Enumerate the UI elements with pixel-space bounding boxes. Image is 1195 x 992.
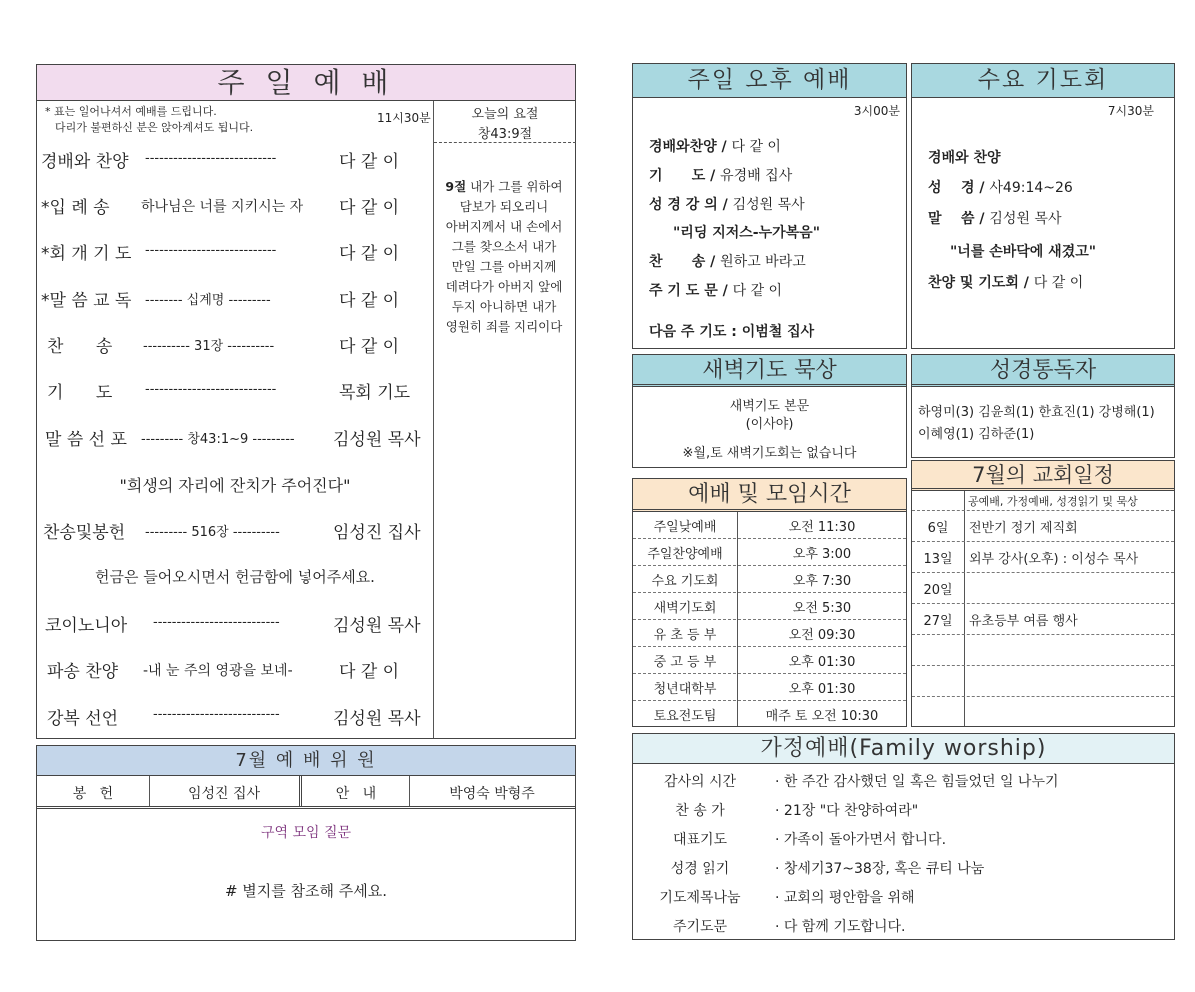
readers-header: 성경통독자	[912, 355, 1174, 387]
schedule-time: 오후 7:30	[792, 574, 852, 589]
row-divider	[633, 565, 906, 566]
order-item-leader: 김성원 목사	[333, 709, 421, 729]
dawn-text: 새벽기도 본문	[729, 399, 810, 414]
line-label: 성 경 강 의 /	[649, 197, 733, 213]
order-item-leader: 다 같 이	[339, 662, 400, 682]
row-divider	[912, 696, 1174, 697]
order-item-leader: 김성원 목사	[333, 616, 421, 636]
verse-line: 영원히 죄를 지리이다	[445, 319, 563, 334]
verse-line: 아버지께서 내 손에서	[445, 219, 563, 234]
verse-line: 그를 찾으소서 내가	[451, 239, 557, 254]
afternoon-service-panel	[632, 63, 907, 349]
dawn-book: (이사야)	[745, 417, 794, 432]
schedule-time: 오후 01:30	[788, 682, 856, 697]
calendar-date: 13일	[923, 552, 953, 567]
wednesday-line	[928, 272, 1083, 292]
calendar-date: 20일	[923, 583, 953, 598]
calendar-header: 7월의 교회일정	[912, 461, 1174, 491]
line-label: 경배와찬양 /	[649, 139, 732, 155]
line-value: 원하고 바라고	[720, 254, 806, 270]
schedule-name: 유 초 등 부	[653, 628, 717, 643]
schedule-time: 오후 01:30	[788, 655, 856, 670]
family-item-label: 기도제목나눔	[659, 890, 741, 906]
order-item-detail: ---------------------------	[153, 707, 280, 722]
today-verse-heading: 오늘의 요절	[471, 107, 539, 122]
value-text: 21장 "다 찬양하여라"	[783, 803, 919, 819]
order-item-label: 파송 찬양	[47, 662, 119, 682]
readers-list: 이혜영(1) 김하준(1)	[918, 427, 1035, 442]
service-times-header: 예배 및 모임시간	[633, 479, 906, 512]
next-prayer: 다음 주 기도 : 이범철 집사	[649, 324, 815, 340]
order-item-detail: ----------------------------	[145, 382, 277, 397]
schedule-time: 매주 토 오전 10:30	[765, 709, 879, 724]
standing-notice: * 표는 일어나셔서 예배를 드립니다.	[45, 105, 217, 118]
verse-line: 내가 그를 위하여	[466, 179, 563, 194]
group-question-title: 구역 모임 질문	[260, 825, 352, 841]
today-verse-text	[437, 177, 571, 337]
row-divider	[633, 700, 906, 701]
wednesday-line	[928, 177, 1073, 197]
verse-line: 만일 그를 아버지께	[451, 259, 557, 274]
order-item-detail: ----------------------------	[145, 243, 277, 258]
order-item-leader: 다 같 이	[339, 337, 400, 357]
order-item-label: 찬송및봉헌	[43, 523, 126, 543]
worship-committee-panel	[36, 745, 576, 941]
church-calendar-panel	[911, 460, 1175, 727]
family-item-value: · 창세기37~38장, 혹은 큐티 나눔	[775, 861, 985, 877]
family-item-label: 찬 송 가	[675, 803, 725, 819]
seated-notice: 다리가 불편하신 분은 앉아계셔도 됩니다.	[55, 121, 254, 134]
order-item-leader: 다 같 이	[339, 244, 400, 264]
row-divider	[633, 538, 906, 539]
order-item-detail: ----------------------------	[145, 151, 277, 166]
line-value: 김성원 목사	[732, 197, 805, 213]
afternoon-line	[649, 165, 792, 185]
schedule-name: 중 고 등 부	[653, 655, 717, 670]
line-value: 유경배 집사	[720, 168, 793, 184]
schedule-time: 오전 09:30	[788, 628, 856, 643]
afternoon-line	[649, 251, 806, 271]
sermon-title: "희생의 자리에 잔치가 주어진다"	[119, 476, 351, 495]
row-divider	[633, 646, 906, 647]
family-item-value: · 다 함께 기도합니다.	[775, 919, 906, 935]
offering-note: 헌금은 들어오시면서 헌금함에 넣어주세요.	[95, 568, 375, 586]
order-item-label: *회 개 기 도	[41, 244, 132, 264]
family-item-label: 감사의 시간	[663, 774, 737, 790]
line-label: 찬양 및 기도회 /	[928, 275, 1034, 291]
family-item-value: · 한 주간 감사했던 일 혹은 힘들었던 일 나누기	[775, 774, 1059, 790]
line-value: 사49:14~26	[989, 180, 1073, 196]
schedule-name: 주일찬양예배	[647, 547, 723, 562]
committee-header: 7월 예 배 위 원	[37, 746, 575, 776]
family-worship-header: 가정예배(Family worship)	[633, 734, 1174, 764]
line-value: 다 같 이	[732, 283, 783, 299]
today-verse-reference: 창43:9절	[477, 127, 533, 142]
order-item-detail: -------- 십계명 ---------	[145, 293, 271, 308]
line-value: "너를 손바닥에 새겼고"	[950, 244, 1097, 260]
row-divider	[912, 572, 1174, 573]
verse-divider	[434, 142, 576, 143]
order-item-label: 경배와 찬양	[41, 152, 129, 172]
family-item-value: · 가족이 돌아가면서 합니다.	[775, 832, 947, 848]
schedule-time: 오전 11:30	[788, 520, 856, 535]
family-item-value: · 교회의 평안함을 위해	[775, 890, 915, 906]
row-divider	[633, 592, 906, 593]
calendar-date: 27일	[923, 614, 953, 629]
schedule-name: 토요전도팀	[653, 709, 717, 724]
order-item-leader: 다 같 이	[339, 152, 400, 172]
verse-number: 9절	[445, 179, 467, 194]
committee-cell: 임성진 집사	[187, 786, 261, 802]
wednesday-line	[950, 241, 1096, 261]
wednesday-time: 7시30분	[1107, 104, 1154, 118]
calendar-subheader: 공예배, 가정예배, 성경읽기 및 묵상	[968, 495, 1138, 508]
afternoon-line	[649, 194, 805, 214]
line-value: 다 같 이	[1033, 275, 1084, 291]
order-item-label: *말 씀 교 독	[41, 291, 132, 311]
sunday-service-panel	[36, 64, 576, 739]
value-text: 다 함께 기도합니다.	[783, 919, 906, 935]
calendar-event: 유초등부 여름 행사	[969, 614, 1078, 629]
schedule-name: 주일낮예배	[653, 520, 717, 535]
order-item-detail: 하나님은 너를 지키시는 자	[141, 199, 304, 215]
family-item-value: · 21장 "다 찬양하여라"	[775, 803, 919, 819]
order-item-label: 찬 송	[47, 337, 113, 357]
committee-cell: 박영숙 박형주	[449, 786, 535, 802]
row-divider	[912, 510, 1174, 511]
line-label: 찬 송 /	[649, 254, 721, 270]
readers-list: 하영미(3) 김윤희(1) 한효진(1) 강병해(1)	[918, 405, 1155, 420]
family-item-label: 성경 읽기	[670, 861, 730, 877]
order-item-leader: 다 같 이	[339, 291, 400, 311]
value-text: 창세기37~38장, 혹은 큐티 나눔	[783, 861, 985, 877]
column-divider	[964, 491, 965, 726]
family-item-label: 대표기도	[672, 832, 728, 848]
dawn-note: ※월,토 새벽기도회는 없습니다	[682, 446, 857, 461]
afternoon-line	[673, 222, 820, 242]
order-item-label: 코이노니아	[45, 616, 128, 636]
afternoon-header: 주일 오후 예배	[633, 64, 906, 98]
value-text: 한 주간 감사했던 일 혹은 힘들었던 일 나누기	[783, 774, 1059, 790]
order-item-label: 말 씀 선 포	[45, 430, 127, 450]
service-times-panel	[632, 478, 907, 727]
line-value: "리딩 지저스-누가복음"	[673, 225, 820, 241]
line-value: 다 같 이	[731, 139, 781, 155]
row-divider	[912, 603, 1174, 604]
verse-line: 담보가 되오리니	[459, 199, 549, 214]
wednesday-line: 경배와 찬양	[928, 150, 1001, 166]
dawn-meditation-panel	[632, 354, 907, 468]
value-text: 가족이 돌아가면서 합니다.	[783, 832, 947, 848]
committee-cell: 봉 헌	[72, 786, 114, 802]
schedule-time: 오전 5:30	[792, 601, 852, 616]
wednesday-prayer-panel	[911, 63, 1175, 349]
order-item-detail: --------- 창43:1~9 ---------	[141, 432, 295, 447]
schedule-name: 새벽기도회	[653, 601, 717, 616]
family-item-label: 주기도문	[672, 919, 728, 935]
wednesday-line	[928, 208, 1061, 228]
calendar-date: 6일	[927, 521, 949, 536]
line-label: 말 씀 /	[928, 211, 990, 227]
bible-readers-panel	[911, 354, 1175, 458]
sunday-service-header: 주 일 예 배	[37, 65, 575, 101]
service-time: 11시30분	[377, 111, 431, 125]
line-label: 성 경 /	[928, 180, 990, 196]
committee-row	[37, 776, 575, 809]
order-item-label: 기 도	[47, 383, 113, 403]
family-worship-panel	[632, 733, 1175, 940]
line-label: 주 기 도 문 /	[649, 283, 733, 299]
committee-cell: 안 내	[335, 786, 377, 802]
calendar-event: 외부 강사(오후) : 이성수 목사	[969, 552, 1139, 567]
order-item-leader: 다 같 이	[339, 198, 400, 218]
order-item-detail: --------- 516장 ----------	[145, 525, 280, 540]
column-divider	[433, 101, 434, 738]
schedule-name: 청년대학부	[653, 682, 717, 697]
line-value: 김성원 목사	[989, 211, 1062, 227]
cell-divider	[299, 776, 302, 806]
order-item-detail: -내 눈 주의 영광을 보네-	[143, 663, 293, 679]
row-divider	[912, 665, 1174, 666]
row-divider	[912, 634, 1174, 635]
order-item-label: *입 례 송	[41, 198, 110, 218]
row-divider	[633, 619, 906, 620]
schedule-name: 수요 기도회	[651, 574, 719, 589]
afternoon-line	[649, 136, 781, 156]
order-item-detail: ---------------------------	[153, 615, 280, 630]
group-question-note: # 별지를 참조해 주세요.	[224, 882, 388, 900]
value-text: 교회의 평안함을 위해	[783, 890, 915, 906]
schedule-time: 오후 3:00	[792, 547, 852, 562]
dawn-header: 새벽기도 묵상	[633, 355, 906, 387]
row-divider	[633, 673, 906, 674]
order-item-leader: 목회 기도	[339, 383, 411, 403]
row-divider	[912, 541, 1174, 542]
verse-line: 데려다가 아버지 앞에	[445, 279, 563, 294]
wednesday-header: 수요 기도회	[912, 64, 1174, 98]
line-label: 기 도 /	[649, 168, 721, 184]
afternoon-line	[649, 280, 782, 300]
order-item-label: 강복 선언	[47, 709, 119, 729]
order-item-leader: 임성진 집사	[333, 523, 421, 543]
verse-line: 두지 아니하면 내가	[451, 299, 557, 314]
afternoon-time: 3시00분	[853, 104, 900, 118]
calendar-event: 전반기 정기 제직회	[969, 521, 1078, 536]
order-item-leader: 김성원 목사	[333, 430, 421, 450]
order-item-detail: ---------- 31장 ----------	[143, 339, 275, 354]
